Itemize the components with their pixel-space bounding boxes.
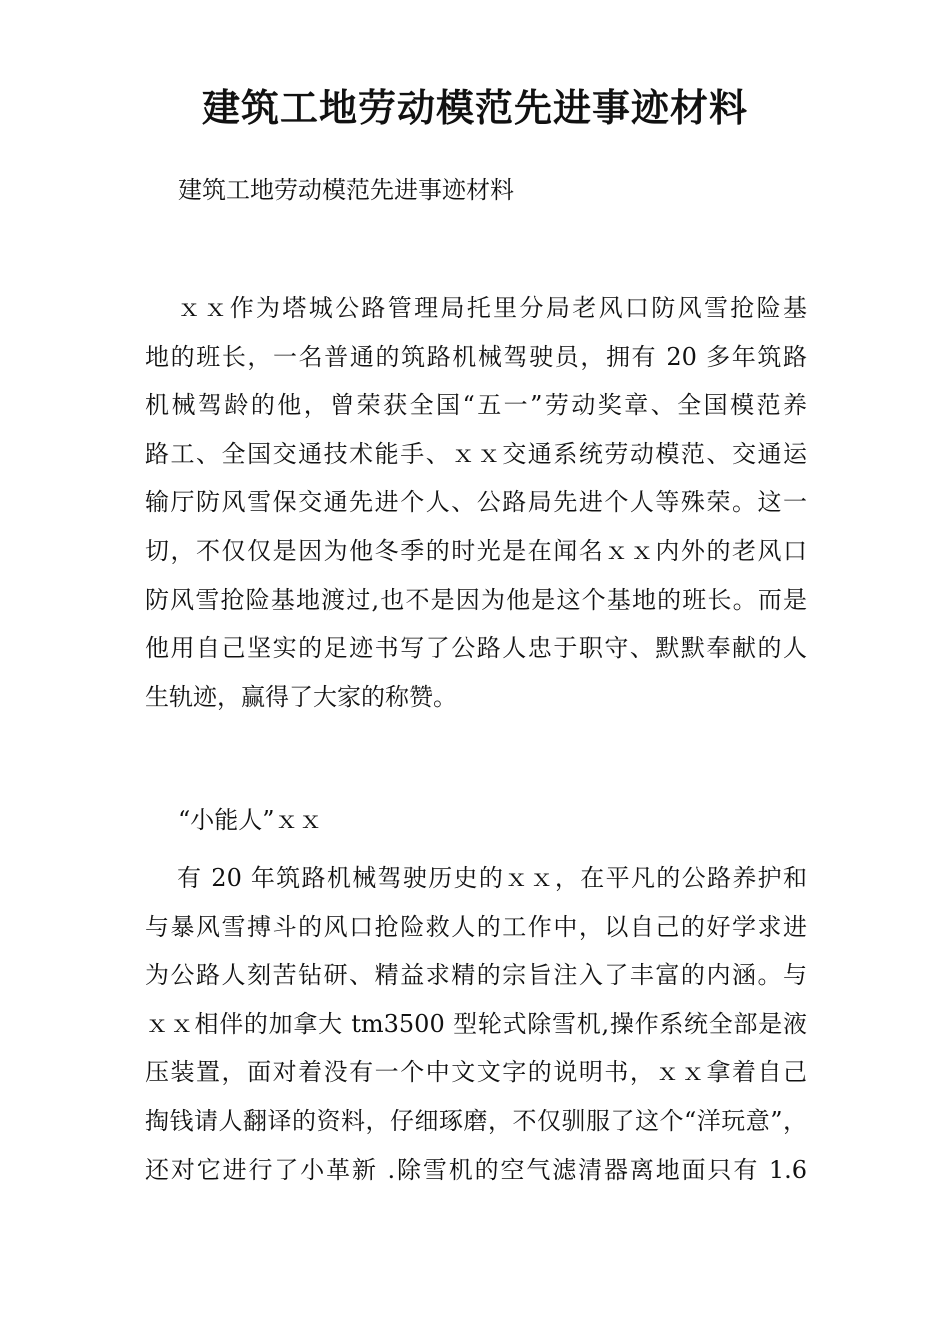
section-heading: “小能人”ｘｘ — [178, 806, 323, 834]
paragraph-line: 有 20 年筑路机械驾驶历史的ｘｘ，在平凡的公路养护和 — [177, 864, 807, 892]
paragraph-1 — [145, 284, 807, 721]
paragraph-line: 掏钱请人翻译的资料，仔细琢磨，不仅驯服了这个“洋玩意”， — [145, 1106, 807, 1135]
paragraph-2 — [145, 854, 807, 1194]
document-title: 建筑工地劳动模范先进事迹材料 — [201, 85, 748, 130]
paragraph-line: 还对它进行了小革新 .除雪机的空气滤清器离地面只有 1.6 — [145, 1155, 807, 1184]
paragraph-line: ｘｘ作为塔城公路管理局托里分局老风口防风雪抢险基 — [177, 294, 807, 322]
paragraph-line: 输厅防风雪保交通先进个人、公路局先进个人等殊荣。这一 — [145, 488, 807, 517]
paragraph-line: 他用自己坚实的足迹书写了公路人忠于职守、默默奉献的人 — [145, 634, 807, 663]
paragraph-line: 为公路人刻苦钻研、精益求精的宗旨注入了丰富的内涵。与 — [145, 961, 807, 990]
paragraph-line: 与暴风雪搏斗的风口抢险救人的工作中，以自己的好学求进 — [145, 912, 807, 941]
paragraph-line: 生轨迹，赢得了大家的称赞。 — [145, 682, 457, 711]
paragraph-line: 压装置，面对着没有一个中文文字的说明书，ｘｘ拿着自己 — [145, 1058, 807, 1087]
paragraph-line: 路工、全国交通技术能手、ｘｘ交通系统劳动模范、交通运 — [145, 439, 807, 468]
paragraph-line: 防风雪抢险基地渡过,也不是因为他是这个基地的班长。而是 — [145, 585, 807, 614]
paragraph-line: 机械驾龄的他，曾荣获全国“五一”劳动奖章、全国模范养 — [145, 391, 807, 420]
document-subtitle: 建筑工地劳动模范先进事迹材料 — [178, 176, 514, 204]
paragraph-line: 切，不仅仅是因为他冬季的时光是在闻名ｘｘ内外的老风口 — [145, 536, 807, 565]
paragraph-line: 地的班长，一名普通的筑路机械驾驶员，拥有 20 多年筑路 — [145, 342, 807, 371]
paragraph-line: ｘｘ相伴的加拿大 tm3500 型轮式除雪机,操作系统全部是液 — [145, 1009, 807, 1038]
